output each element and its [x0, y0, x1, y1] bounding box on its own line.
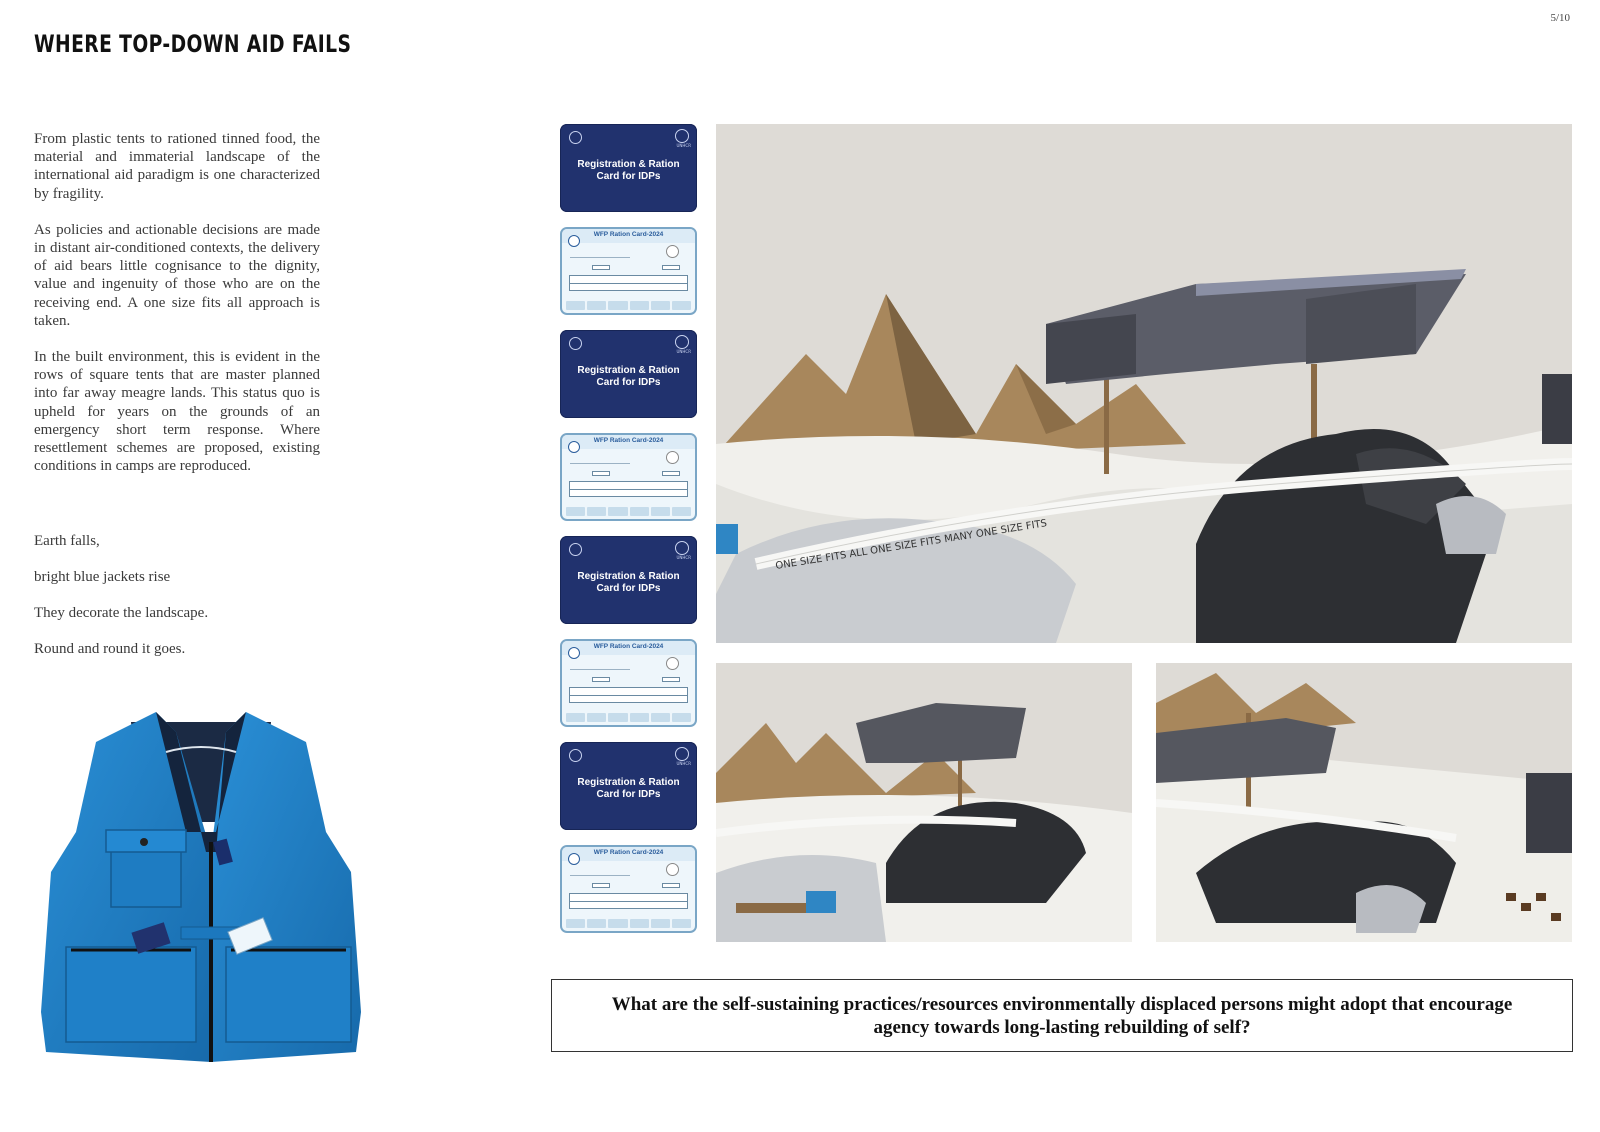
registration-card — [560, 330, 697, 418]
tape-text: ONE SIZE FITS ALL ONE SIZE FITS MANY ONE SIZE FITS — [774, 518, 1048, 572]
question-box — [551, 979, 1573, 1052]
registration-card — [560, 536, 697, 624]
ration-table — [569, 275, 688, 291]
unhcr-logo-icon — [675, 541, 689, 555]
body-text — [34, 130, 320, 493]
un-logo-icon — [569, 337, 582, 350]
model-photo-left — [716, 663, 1132, 942]
unhcr-logo-icon — [675, 747, 689, 761]
ration-table — [569, 687, 688, 703]
ration-card — [560, 433, 697, 521]
unhcr-logo-text: UNHCR — [676, 555, 691, 560]
poem-line: They decorate the landscape. — [34, 605, 209, 621]
ration-card-title: WFP Ration Card-2024 — [593, 231, 664, 238]
wfp-logo-icon — [568, 441, 580, 453]
ration-card-footer — [566, 507, 691, 516]
field-box — [592, 677, 610, 682]
registration-card-title: Registration & Ration Card for IDPs — [577, 159, 680, 182]
model-photo-right — [1156, 663, 1572, 942]
divider — [570, 669, 630, 670]
blue-vest-image — [36, 712, 366, 1072]
page-number: 5/10 — [1550, 12, 1570, 24]
stamp-circle-icon — [666, 451, 679, 464]
ration-card-title: WFP Ration Card-2024 — [593, 643, 664, 650]
divider — [570, 257, 630, 258]
ration-card-footer — [566, 301, 691, 310]
model-photo-main — [716, 124, 1572, 643]
page-title: WHERE TOP-DOWN AID FAILS — [34, 30, 352, 58]
un-logo-icon — [569, 749, 582, 762]
registration-card — [560, 124, 697, 212]
un-logo-icon — [569, 131, 582, 144]
ration-card-footer — [566, 713, 691, 722]
ration-table — [569, 481, 688, 497]
paragraph: From plastic tents to rationed tinned food, the material and immaterial landscape of the international aid paradigm is one characterized by fragility. — [34, 131, 320, 202]
un-logo-icon — [569, 543, 582, 556]
unhcr-logo-text: UNHCR — [676, 761, 691, 766]
registration-card-title: Registration & Ration Card for IDPs — [577, 365, 680, 388]
registration-card-title: Registration & Ration Card for IDPs — [577, 777, 680, 800]
paragraph: As policies and actionable decisions are made in distant air-conditioned contexts, the delivery of aid bears little cognisance to the dignity, value and ingenuity of those who are on the receiving end. A one size fits all approach is taken. — [34, 221, 320, 329]
registration-card-title: Registration & Ration Card for IDPs — [577, 571, 680, 594]
field-box — [592, 471, 610, 476]
stamp-circle-icon — [666, 657, 679, 670]
unhcr-logo-text: UNHCR — [676, 143, 691, 148]
field-box — [662, 265, 680, 270]
ration-card — [560, 227, 697, 315]
field-box — [592, 265, 610, 270]
ration-card — [560, 845, 697, 933]
stamp-circle-icon — [666, 245, 679, 258]
ration-card-title: WFP Ration Card-2024 — [593, 437, 664, 444]
poem-line: Round and round it goes. — [34, 641, 186, 657]
poem-line: Earth falls, — [34, 533, 100, 549]
unhcr-logo-text: UNHCR — [676, 349, 691, 354]
field-box — [662, 883, 680, 888]
divider — [570, 463, 630, 464]
poem-line: bright blue jackets rise — [34, 569, 171, 585]
divider — [570, 875, 630, 876]
ration-table — [569, 893, 688, 909]
unhcr-logo-icon — [675, 129, 689, 143]
field-box — [592, 883, 610, 888]
wfp-logo-icon — [568, 647, 580, 659]
poem — [34, 532, 320, 676]
field-box — [662, 677, 680, 682]
wfp-logo-icon — [568, 235, 580, 247]
wfp-logo-icon — [568, 853, 580, 865]
ration-card — [560, 639, 697, 727]
paragraph: In the built environment, this is evident in the rows of square tents that are master planned into far away meagre lands. This status quo is upheld for years on the grounds of an emergency short term response. Where resettlement schemes are proposed, existing conditions in camps are reproduced. — [34, 349, 320, 475]
stamp-circle-icon — [666, 863, 679, 876]
ration-card-footer — [566, 919, 691, 928]
unhcr-logo-icon — [675, 335, 689, 349]
registration-card — [560, 742, 697, 830]
research-question: What are the self-sustaining practices/resources environmentally displaced persons might adopt that encourage agency towards long-lasting rebuilding of self? — [611, 993, 1513, 1038]
ration-card-title: WFP Ration Card-2024 — [593, 849, 664, 856]
field-box — [662, 471, 680, 476]
cards-column — [560, 124, 697, 948]
